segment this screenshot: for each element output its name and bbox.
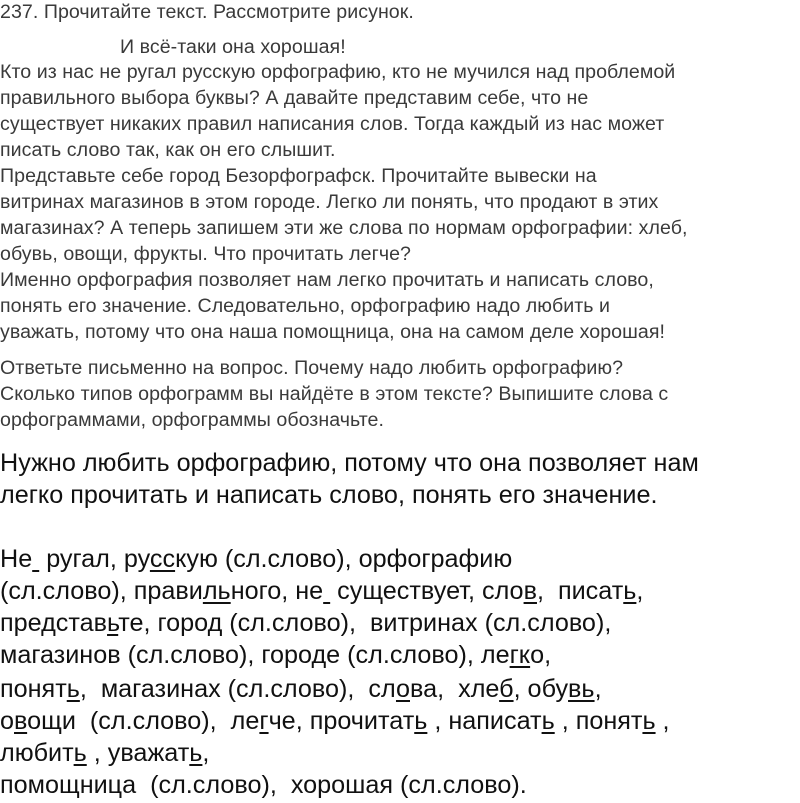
word-text: ругал, ру bbox=[39, 545, 150, 573]
word-text: че, прочитат bbox=[268, 707, 415, 735]
question-line: Сколько типов орфограмм вы найдёте в этом тексте? Выпишите слова с bbox=[0, 383, 669, 405]
word-text: Не bbox=[0, 545, 33, 573]
orthogram-mark: о bbox=[395, 675, 410, 703]
orthogram-line bbox=[0, 770, 527, 801]
orthogram-mark: гк bbox=[509, 641, 531, 669]
orthogram-mark: ь bbox=[66, 675, 80, 703]
word-text: , магазинах (сл.слово), сл bbox=[79, 675, 396, 703]
orthogram-mark: ь bbox=[623, 577, 637, 605]
text-line: Именно орфография позволяет нам легко прочитать и написать слово, bbox=[0, 269, 654, 291]
text-line: Кто из нас не ругал русскую орфографию, кто не мучился над проблемой bbox=[0, 61, 676, 83]
orthogram-line bbox=[0, 544, 512, 575]
orthogram-mark: сс bbox=[149, 545, 176, 573]
orthogram-mark: г bbox=[259, 707, 269, 735]
text-line: писать слово так, как он его слышит. bbox=[0, 139, 336, 161]
word-text: о bbox=[0, 707, 15, 735]
word-text: понят bbox=[0, 675, 67, 703]
word-text: ва, хле bbox=[410, 675, 500, 703]
orthogram-line bbox=[0, 576, 643, 607]
orthogram-mark: вь bbox=[568, 675, 595, 703]
text-line: Представьте себе город Безорфографск. Прочитайте вывески на bbox=[0, 165, 597, 187]
word-text: о, bbox=[530, 641, 552, 669]
orthogram-mark: ь bbox=[414, 707, 428, 735]
answer-line: легко прочитать и написать слово, понять его значение. bbox=[0, 481, 658, 509]
text-title: И всё-таки она хорошая! bbox=[120, 36, 346, 58]
orthogram-line bbox=[0, 706, 670, 737]
word-text: ощи (сл.слово), ле bbox=[27, 707, 260, 735]
orthogram-mark: ь bbox=[189, 739, 203, 767]
answer-line: Нужно любить орфографию, потому что она позволяет нам bbox=[0, 449, 699, 477]
word-text: , обу bbox=[513, 675, 569, 703]
word-text: любит bbox=[0, 739, 74, 767]
word-text: , понят bbox=[554, 707, 643, 735]
exercise-header: 237. Прочитайте текст. Рассмотрите рисунок. bbox=[0, 1, 414, 23]
word-text: существует, сло bbox=[330, 577, 524, 605]
orthogram-mark: ь bbox=[73, 739, 87, 767]
text-line: существует никаких правил написания слов. Тогда каждый из нас может bbox=[0, 113, 665, 135]
word-text: , bbox=[202, 739, 210, 767]
word-text: , bbox=[655, 707, 670, 735]
orthogram-mark: б bbox=[499, 675, 514, 703]
word-text: (сл.слово), прави bbox=[0, 577, 203, 605]
word-text: , bbox=[636, 577, 644, 605]
orthogram-mark: ь bbox=[541, 707, 555, 735]
word-text: , написат bbox=[427, 707, 542, 735]
text-line: витринах магазинов в этом городе. Легко ли понять, что продают в этих bbox=[0, 191, 659, 213]
word-text: , bbox=[594, 675, 602, 703]
text-line: правильного выбора буквы? А давайте представим себе, что не bbox=[0, 87, 589, 109]
word-text: магазинов (сл.слово), городе (сл.слово), ле bbox=[0, 641, 510, 669]
orthogram-line bbox=[0, 640, 551, 671]
orthogram-line bbox=[0, 608, 611, 639]
text-line: обувь, овощи, фрукты. Что прочитать легче? bbox=[0, 243, 411, 265]
word-text: , писат bbox=[536, 577, 624, 605]
text-line: магазинах? А теперь запишем эти же слова по нормам орфографии: хлеб, bbox=[0, 217, 688, 239]
word-text: те, город (сл.слово), витринах (сл.слово), bbox=[118, 609, 612, 637]
text-line: уважать, потому что она наша помощница, она на самом деле хорошая! bbox=[0, 321, 665, 343]
orthogram-mark: ь bbox=[642, 707, 656, 735]
word-text: ного, не bbox=[230, 577, 324, 605]
word-text: представ bbox=[0, 609, 108, 637]
orthogram-line bbox=[0, 738, 209, 769]
orthogram-mark: в bbox=[14, 707, 28, 735]
orthogram-line bbox=[0, 674, 602, 705]
question-line: Ответьте письменно на вопрос. Почему надо любить орфографию? bbox=[0, 357, 624, 379]
orthogram-mark: в bbox=[523, 577, 537, 605]
word-text: , уважат bbox=[86, 739, 190, 767]
question-line: орфограммами, орфограммы обозначьте. bbox=[0, 409, 384, 431]
orthogram-mark: ль bbox=[202, 577, 231, 605]
word-text: кую (сл.слово), орфографию bbox=[175, 545, 513, 573]
orthogram-mark: ь bbox=[107, 609, 119, 637]
text-line: понять его значение. Следовательно, орфографию надо любить и bbox=[0, 295, 611, 317]
word-text: помощница (сл.слово), хорошая (сл.слово). bbox=[0, 771, 527, 799]
